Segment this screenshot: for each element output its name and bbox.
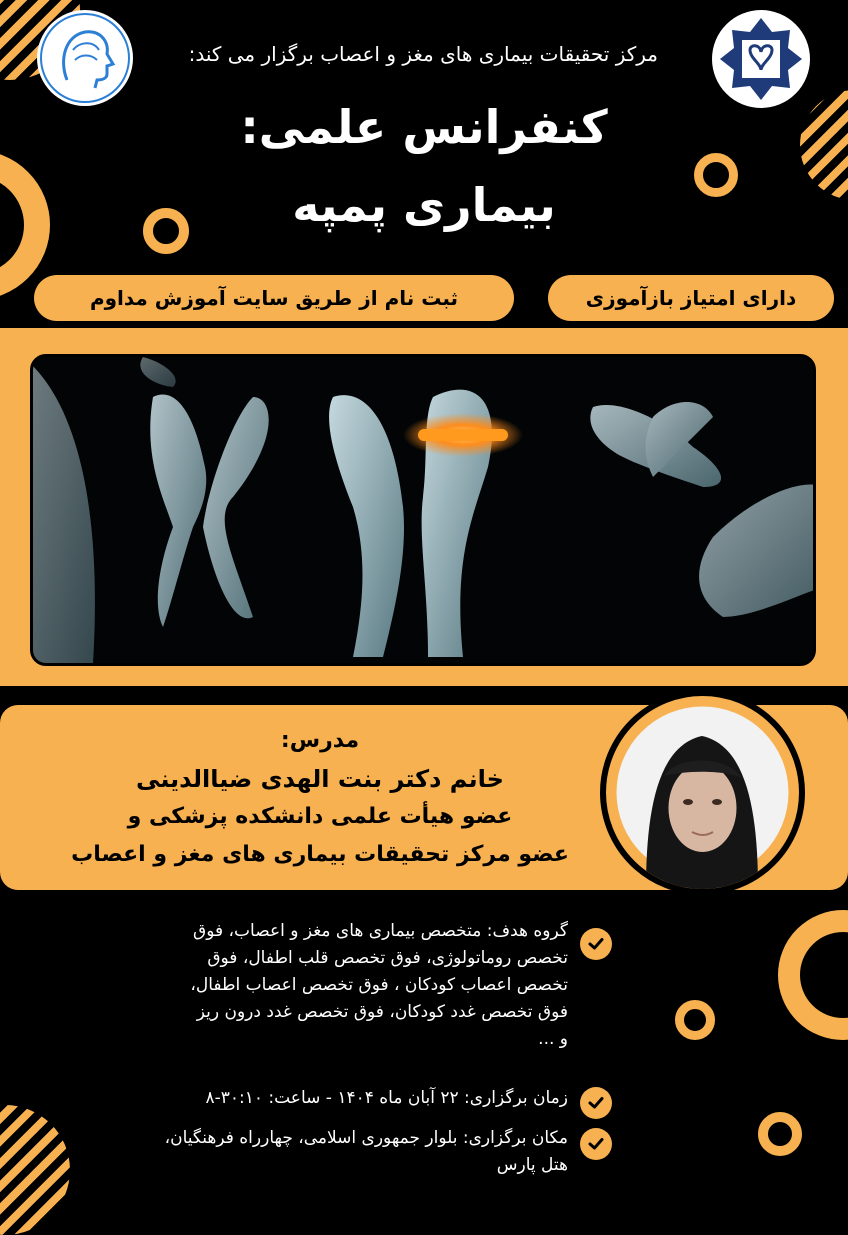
- check-circle-icon: [580, 1087, 612, 1119]
- place-line: هتل پارس: [496, 1155, 568, 1175]
- organizer-line: مرکز تحقیقات بیماری های مغز و اعصاب برگزار می کند:: [188, 42, 658, 66]
- speaker-role-1: عضو هیأت علمی دانشکده پزشکی و: [127, 804, 513, 829]
- speaker-portrait-icon: [600, 690, 805, 895]
- audience-block: [60, 918, 568, 1053]
- registration-pill: ثبت نام از طریق سایت آموزش مداوم: [34, 275, 514, 321]
- check-circle-icon: [580, 928, 612, 960]
- title-line-1: کنفرانس علمی:: [240, 100, 608, 154]
- chromosome-image-icon: [30, 354, 816, 666]
- speaker-name: خانم دکتر بنت الهدی ضیاالدینی: [136, 765, 504, 793]
- audience-line: تخصص روماتولوژی، فوق تخصص قلب اطفال، فوق: [207, 948, 568, 968]
- audience-line: و ...: [538, 1029, 568, 1049]
- audience-line: تخصص اعصاب کودکان ، فوق تخصص اعصاب اطفال،: [190, 975, 568, 995]
- event-place: [60, 1125, 568, 1179]
- title-line-2: بیماری پمپه: [292, 178, 556, 232]
- speaker-info: [40, 722, 600, 874]
- brain-head-logo-icon: [37, 10, 133, 106]
- audience-line: فوق تخصص غدد کودکان، فوق تخصص غدد درون ریز: [196, 1002, 568, 1022]
- audience-line: گروه هدف: متخصص بیماری های مغز و اعصاب، فوق: [193, 921, 568, 941]
- decor-ring-bottom-right: [778, 910, 848, 1040]
- university-emblem-icon: [712, 10, 810, 108]
- decor-ring-small-bottom: [758, 1112, 802, 1156]
- speaker-heading: مدرس:: [280, 728, 360, 753]
- place-line: مکان برگزاری: بلوار جمهوری اسلامی، چهارراه فرهنگیان،: [164, 1128, 568, 1148]
- speaker-role-2: عضو مرکز تحقیقات بیماری های مغز و اعصاب: [71, 842, 569, 867]
- event-time: زمان برگزاری: ۲۲ آبان ماه ۱۴۰۴ - ساعت: ۳۰:۱۰-۸: [205, 1088, 568, 1108]
- decor-ring-small-right: [675, 1000, 715, 1040]
- credit-pill: دارای امتیاز بازآموزی: [548, 275, 834, 321]
- check-circle-icon: [580, 1128, 612, 1160]
